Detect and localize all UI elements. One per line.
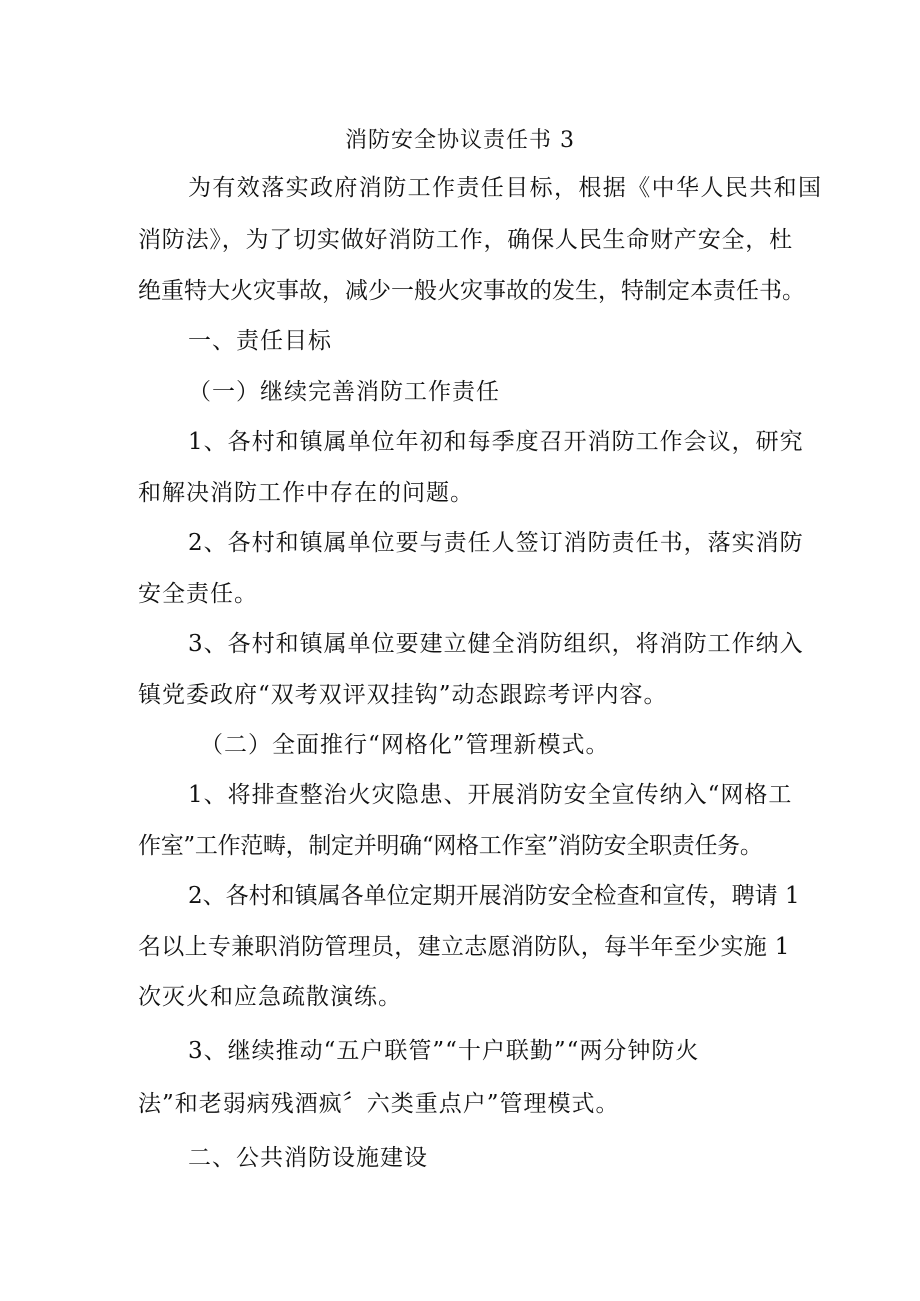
paragraph-line: 为有效落实政府消防工作责任目标，根据《中华人民共和国: [188, 175, 823, 201]
paragraph-line: 绝重特大火灾事故，减少一般火灾事故的发生，特制定本责任书。: [138, 278, 805, 304]
paragraph-line: 次灭火和应急疏散演练。: [138, 984, 402, 1010]
paragraph-line: 2、各村和镇属单位要与责任人签订消防责任书，落实消防: [188, 530, 804, 556]
paragraph-line: 作室”工作范畴，制定并明确“网格工作室”消防安全职责任务。: [138, 833, 763, 859]
paragraph-line: 和解决消防工作中存在的问题。: [138, 480, 474, 506]
subsection-heading: （二）全面推行“网格化”管理新模式。: [200, 732, 610, 758]
paragraph-line: 3、各村和镇属单位要建立健全消防组织，将消防工作纳入: [188, 631, 804, 657]
paragraph-line: 安全责任。: [138, 581, 258, 607]
section-heading: 一、责任目标: [188, 328, 332, 354]
document-title: 消防安全协议责任书 3: [345, 128, 575, 153]
paragraph-line: 1、各村和镇属单位年初和每季度召开消防工作会议，研究: [188, 429, 804, 455]
paragraph-line: 3、继续推动“五户联管”“十户联勤”“两分钟防火: [188, 1038, 700, 1064]
paragraph-line: 名以上专兼职消防管理员，建立志愿消防队，每半年至少实施 1: [138, 934, 790, 960]
section-heading: 二、公共消防设施建设: [188, 1145, 428, 1171]
paragraph-line: 消防法》，为了切实做好消防工作，确保人民生命财产安全，杜: [138, 227, 793, 253]
paragraph-line: 2、各村和镇属各单位定期开展消防安全检查和宣传，聘请 1: [188, 883, 800, 909]
paragraph-line: 法”和老弱病残酒疯〞六类重点户”管理模式。: [138, 1091, 620, 1117]
paragraph-line: 1、将排查整治火灾隐患、开展消防安全宣传纳入“网格工: [188, 782, 793, 808]
subsection-heading: （一）继续完善消防工作责任: [188, 379, 500, 405]
paragraph-line: 镇党委政府“双考双评双挂钩”动态跟踪考评内容。: [138, 682, 668, 708]
